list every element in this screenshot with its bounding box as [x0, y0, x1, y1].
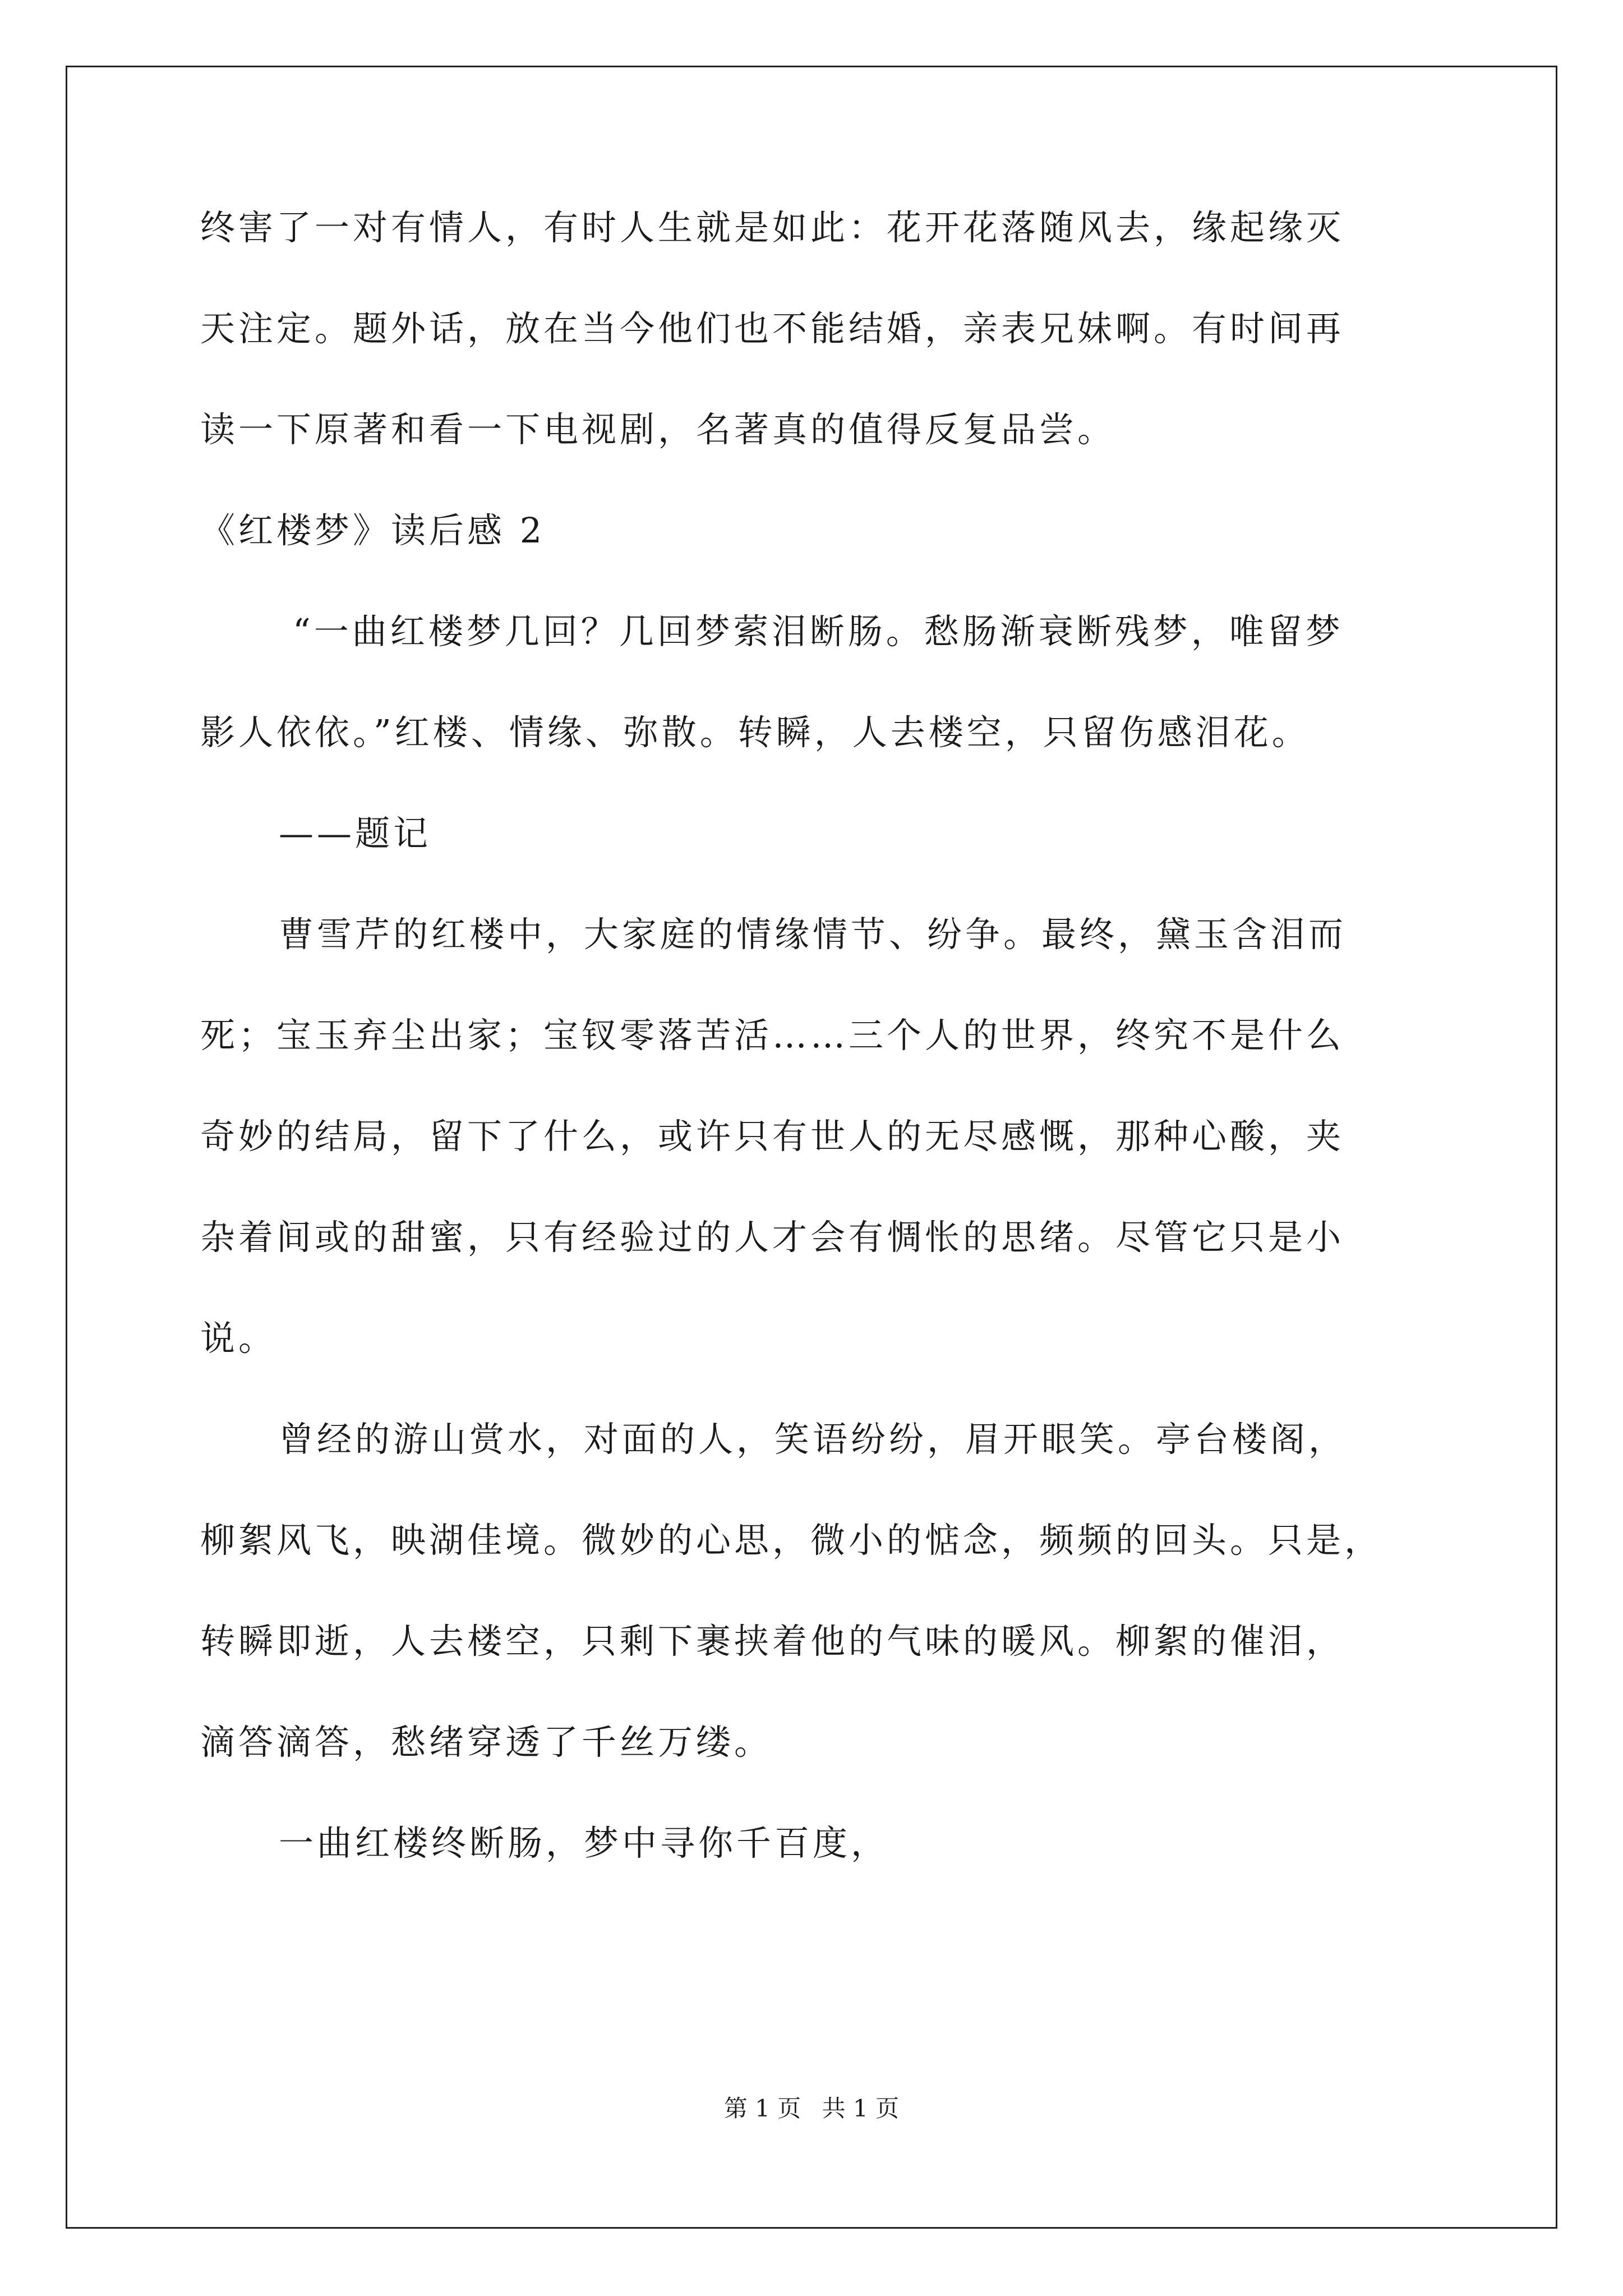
page-total: 共 1 页: [822, 2095, 900, 2122]
text-line: 曾经的游山赏水，对面的人，笑语纷纷，眉开眼笑。亭台楼阁，: [279, 1419, 1347, 1460]
text-line: 转瞬即逝，人去楼空，只剩下裹挟着他的气味的暖风。柳絮的催泪，: [200, 1621, 1345, 1662]
text-line: 曹雪芹的红楼中，大家庭的情缘情节、纷争。最终，黛玉含泪而: [279, 914, 1347, 955]
text-line: 说。: [200, 1318, 277, 1359]
section-heading: 《红楼梦》读后感 2: [200, 510, 546, 551]
text-line: 死；宝玉弃尘出家；宝钗零落苦活……三个人的世界，终究不是什么: [200, 1015, 1345, 1056]
text-line: 终害了一对有情人，有时人生就是如此：花开花落随风去，缘起缘灭: [200, 207, 1345, 248]
page-number: 第 1 页: [723, 2095, 801, 2122]
page-footer: [0, 2097, 1623, 2120]
text-line: 柳絮风飞，映湖佳境。微妙的心思，微小的惦念，频频的回头。只是，: [200, 1520, 1383, 1561]
text-line: 杂着间或的甜蜜，只有经验过的人才会有惆怅的思绪。尽管它只是小: [200, 1217, 1345, 1258]
text-line: 奇妙的结局，留下了什么，或许只有世人的无尽感慨，那种心酸，夹: [200, 1116, 1345, 1157]
epigraph-attribution: ——题记: [279, 813, 432, 854]
text-line: 影人依依。”红楼、情缘、弥散。转瞬，人去楼空，只留伤感泪花。: [200, 712, 1310, 753]
text-line: 一曲红楼终断肠，梦中寻你千百度，: [279, 1823, 889, 1864]
text-line: 读一下原著和看一下电视剧，名著真的值得反复品尝。: [200, 409, 1116, 450]
text-line: 滴答滴答，愁绪穿透了千丝万缕。: [200, 1722, 773, 1763]
text-line: “一曲红楼梦几回？几回梦萦泪断肠。愁肠渐衰断残梦，唯留梦: [293, 611, 1344, 652]
text-line: 天注定。题外话，放在当今他们也不能结婚，亲表兄妹啊。有时间再: [200, 308, 1345, 349]
document-body: [200, 207, 1462, 1927]
